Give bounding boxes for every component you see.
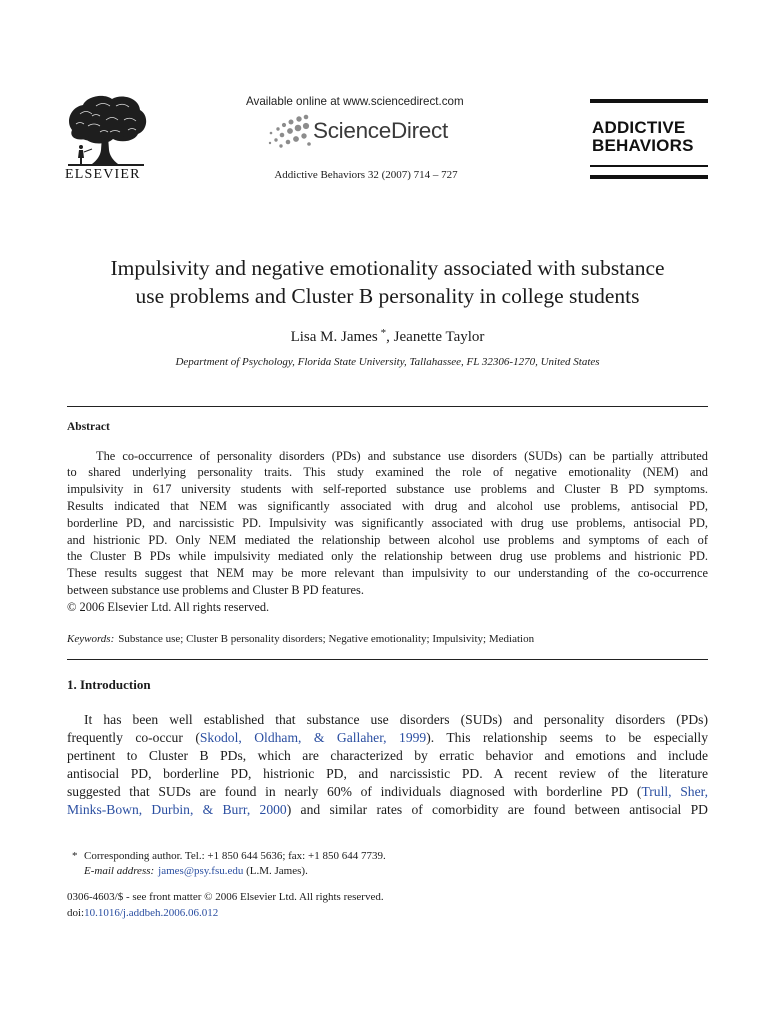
citation-link[interactable]: Skodol, Oldham, & Gallaher, 1999 — [199, 730, 427, 745]
author-list — [67, 324, 708, 346]
article-title-line: use problems and Cluster B personality in college students — [135, 284, 640, 308]
citation-link[interactable]: Trull, Sher, — [641, 784, 708, 799]
doi-prefix: doi: — [67, 907, 85, 919]
journal-logo-line2: BEHAVIORS — [592, 136, 694, 155]
body-text: ). This relationship seems to be especially — [426, 730, 708, 745]
section-heading: 1. Introduction — [67, 677, 151, 692]
abstract-line: Results indicated that NEM was significantly associated with drug and alcohol use problems, antisocial PD, — [67, 498, 708, 513]
elsevier-tree-logo — [62, 92, 150, 170]
email-label: E-mail address: — [84, 865, 155, 877]
keywords-list: Substance use; Cluster B personality disorders; Negative emotionality; Impulsivity; Mediation — [118, 633, 535, 645]
email-suffix: (L.M. James). — [243, 865, 308, 877]
sciencedirect-wordmark: ScienceDirect — [313, 118, 448, 143]
body-line: pertinent to Cluster B PDs, which are characterized by erratic behavior and emotions and include — [67, 748, 708, 763]
keywords-label: Keywords: — [67, 633, 115, 645]
body-line — [67, 729, 708, 747]
publisher-wordmark: ELSEVIER — [65, 167, 141, 182]
article-title — [67, 254, 708, 310]
article-title-line: Impulsivity and negative emotionality associated with substance — [110, 256, 665, 280]
abstract-line: to shared underlying personality traits. This study examined the role of negative emotionality (NEM) and — [67, 465, 708, 480]
front-matter-note: 0306-4603/$ - see front matter © 2006 Elsevier Ltd. All rights reserved. — [67, 891, 384, 903]
tree-figure — [78, 145, 92, 164]
author-name: Jeanette Taylor — [393, 329, 485, 345]
body-text: suggested that SUDs are found in nearly 60% of individuals diagnosed with borderline PD ( — [67, 784, 642, 799]
journal-logo-thin-bar — [590, 165, 708, 167]
sciencedirect-dots-icon — [264, 112, 312, 150]
abstract-line: These results suggest that NEM may be more relevant than impulsivity to our understanding of the co-occurrence — [67, 566, 708, 581]
abstract-line: The co-occurrence of personality disorders (PDs) and substance use disorders (SUDs) can be partially attributed — [96, 448, 708, 463]
divider — [67, 659, 708, 660]
available-online-note: Available online at www.sciencedirect.com — [246, 95, 464, 108]
corresponding-author-mark: * — [380, 327, 387, 339]
ground-line — [68, 164, 144, 166]
doi-link[interactable]: 10.1016/j.addbeh.2006.06.012 — [84, 907, 219, 919]
abstract-copyright: © 2006 Elsevier Ltd. All rights reserved. — [67, 599, 270, 614]
doi-note — [67, 906, 218, 920]
abstract-body — [67, 448, 708, 616]
keywords — [67, 632, 534, 646]
corresponding-author-note: Corresponding author. Tel.: +1 850 644 5636; fax: +1 850 644 7739. — [84, 850, 386, 862]
body-line — [67, 783, 708, 801]
body-line — [67, 801, 708, 819]
introduction-body — [67, 711, 708, 819]
divider — [67, 406, 708, 407]
abstract-line: and histrionic PD. Only NEM mediated the relationship between alcohol use problems and symptoms of each of — [67, 532, 708, 547]
email-note — [84, 864, 308, 878]
journal-citation: Addictive Behaviors 32 (2007) 714 – 727 — [274, 169, 458, 181]
journal-logo-line1: ADDICTIVE — [592, 118, 686, 137]
abstract-line: impulsivity in 617 university students with self-reported substance use problems and Cluster B PD symptoms. — [67, 482, 708, 497]
body-text: frequently co-occur ( — [67, 730, 200, 745]
author-name: Lisa M. James — [290, 329, 378, 345]
abstract-line: between substance use problems and Cluster B PD features. — [67, 582, 364, 597]
abstract-heading: Abstract — [67, 421, 110, 433]
abstract-line: the Cluster B PDs while impulsivity mediated only the relationship between drug use problems and histrionic PD. — [67, 549, 708, 564]
author-separator: , — [386, 329, 394, 345]
body-line: antisocial PD, borderline PD, histrionic PD, and narcissistic PD. A recent review of the literature — [67, 766, 708, 781]
footnote-mark: * — [72, 850, 78, 862]
journal-logo-top-bar — [590, 99, 708, 103]
email-link[interactable]: james@psy.fsu.edu — [158, 865, 244, 877]
body-text: ) and similar rates of comorbidity are found between antisocial PD — [286, 802, 708, 817]
journal-logo-bottom-bar — [590, 175, 708, 179]
abstract-line: borderline PD, and narcissistic PD. Impulsivity was significantly associated with drug use problems, antisocial PD, — [67, 515, 708, 530]
author-affiliation: Department of Psychology, Florida State University, Tallahassee, FL 32306-1270, United States — [175, 356, 600, 368]
citation-link[interactable]: Minks-Bown, Durbin, & Burr, 2000 — [67, 802, 287, 817]
body-line: It has been well established that substance use disorders (SUDs) and personality disorders (PDs) — [84, 712, 708, 727]
